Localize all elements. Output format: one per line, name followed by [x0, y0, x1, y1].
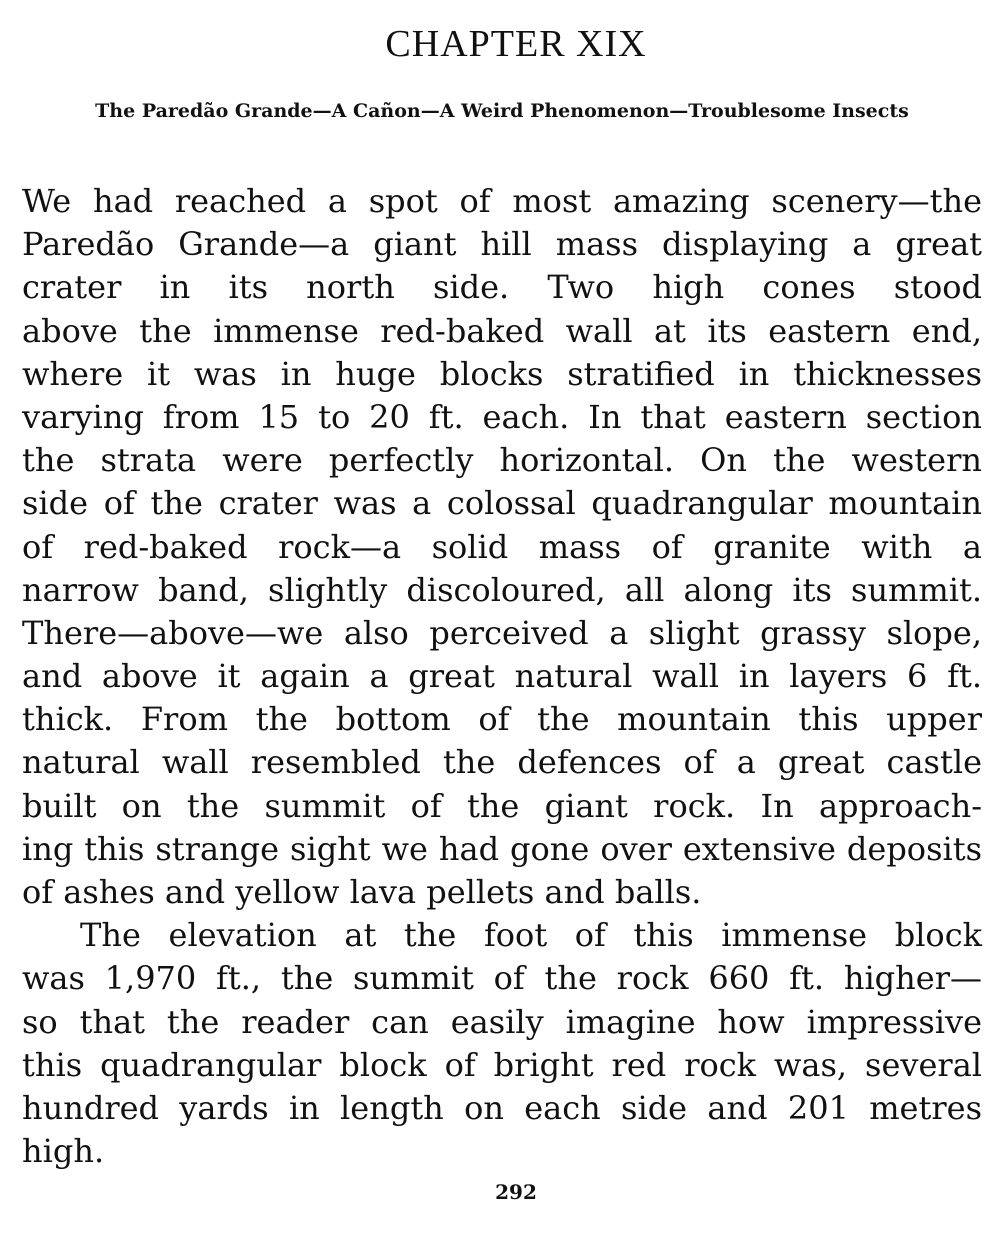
text-line: natural wall resembled the defences of a great castle [22, 743, 982, 782]
text-line: side of the crater was a colossal quadrangular mountain [22, 484, 982, 523]
text-line: ing this strange sight we had gone over extensive deposits [22, 829, 982, 868]
text-line: hundred yards in length on each side and 201 metres [22, 1088, 982, 1127]
text-line: of red-baked rock—a solid mass of granite with a [22, 527, 982, 566]
text-line: There—above—we also perceived a slight grassy slope, [22, 613, 982, 652]
text-line: varying from 15 to 20 ft. each. In that eastern section [22, 397, 982, 436]
text-line: the strata were perfectly horizontal. On the western [22, 441, 982, 480]
book-page [22, 0, 982, 1242]
text-line: built on the summit of the giant rock. In approach- [22, 786, 982, 825]
paragraph-2 [22, 914, 982, 1173]
chapter-title: CHAPTER XIX [385, 23, 647, 65]
body-text [22, 180, 982, 1173]
page-number: 292 [495, 1180, 537, 1204]
text-line: and above it again a great natural wall in layers 6 ft. [22, 657, 982, 696]
text-line: The elevation at the foot of this immense block [80, 916, 982, 955]
text-line: narrow band, slightly discoloured, all along its summit. [22, 570, 982, 609]
text-line: We had reached a spot of most amazing scenery—the [22, 182, 982, 220]
chapter-summary: The Paredão Grande—A Cañon—A Weird Phenomenon—Troublesome Insects [95, 100, 909, 122]
text-line: thick. From the bottom of the mountain this upper [22, 700, 982, 739]
text-line: so that the reader can easily imagine how impressive [22, 1002, 982, 1041]
text-line: above the immense red-baked wall at its eastern end, [22, 311, 982, 350]
text-line: of ashes and yellow lava pellets and balls. [22, 873, 702, 911]
paragraph-1 [22, 180, 982, 914]
text-line: was 1,970 ft., the summit of the rock 660 ft. higher— [22, 959, 982, 998]
text-line: where it was in huge blocks stratified in thicknesses [22, 354, 982, 393]
text-line: Paredão Grande—a giant hill mass displaying a great [22, 225, 982, 264]
text-line: high. [22, 1132, 105, 1171]
text-line: this quadrangular block of bright red rock was, several [22, 1045, 982, 1084]
text-line: crater in its north side. Two high cones stood [22, 268, 982, 307]
